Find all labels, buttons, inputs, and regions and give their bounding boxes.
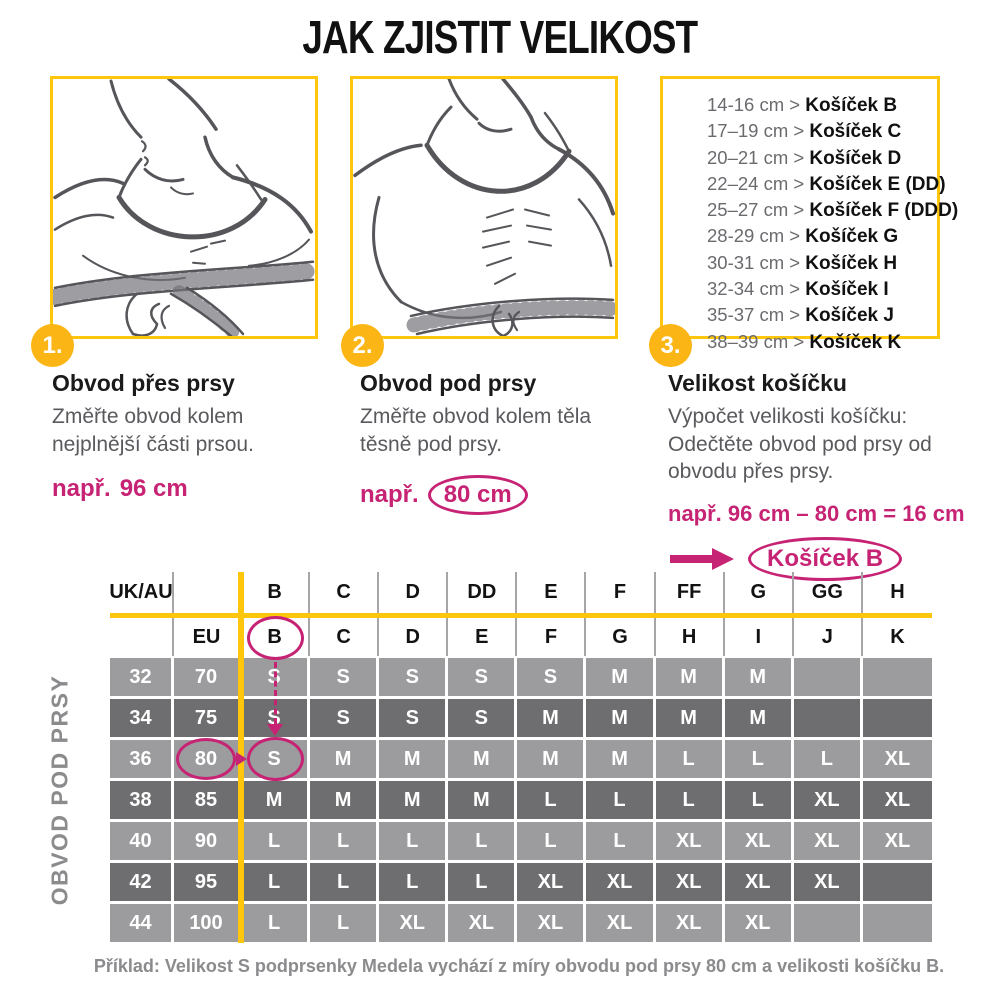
header-empty-cell bbox=[110, 618, 174, 656]
header-uk-cup: D bbox=[379, 572, 448, 613]
row-eu-band: 70 bbox=[174, 658, 241, 699]
size-cell: L bbox=[379, 863, 448, 904]
illustration-box-under-bust bbox=[350, 76, 618, 339]
size-cell: M bbox=[241, 781, 310, 822]
step-1-text bbox=[52, 370, 337, 503]
size-cell: XL bbox=[794, 781, 863, 822]
size-cell: S bbox=[448, 699, 517, 740]
size-cell: L bbox=[794, 740, 863, 781]
size-cell: XL bbox=[517, 863, 586, 904]
header-eu-cup: E bbox=[448, 618, 517, 656]
cup-list-item bbox=[707, 118, 937, 144]
measure-under-bust-illustration bbox=[353, 79, 615, 336]
cup-name: Košíček I bbox=[805, 279, 889, 301]
header-eu-cup: H bbox=[656, 618, 725, 656]
highlight-ellipse: 80 cm bbox=[428, 475, 528, 515]
size-cell: M bbox=[656, 658, 725, 699]
step-1-example bbox=[52, 475, 337, 503]
arrow-right-icon bbox=[668, 547, 734, 571]
size-cell: M bbox=[586, 658, 655, 699]
size-cell: XL bbox=[794, 822, 863, 863]
step-2-badge: 2. bbox=[341, 324, 384, 367]
header-uk-cup: B bbox=[241, 572, 310, 613]
size-cell: S bbox=[310, 658, 379, 699]
size-cell: S bbox=[241, 658, 310, 699]
cup-name: Košíček E (DD) bbox=[809, 173, 946, 195]
highlight-ellipse-size-s bbox=[247, 737, 304, 781]
cup-list-item bbox=[707, 302, 937, 328]
dashed-connector-line bbox=[274, 662, 277, 724]
cup-list-item bbox=[707, 92, 937, 118]
size-cell: S bbox=[379, 658, 448, 699]
header-eu-cup: C bbox=[310, 618, 379, 656]
header-uk-cup: E bbox=[517, 572, 586, 613]
cup-range: 22–24 cm bbox=[707, 172, 789, 194]
size-cell: S bbox=[310, 699, 379, 740]
size-cell: L bbox=[656, 781, 725, 822]
cup-list-item bbox=[707, 250, 937, 276]
row-uk-band: 42 bbox=[110, 863, 174, 904]
page-title bbox=[0, 10, 1000, 64]
cup-list-item bbox=[707, 223, 937, 249]
step-3-heading: Velikost košíčku bbox=[668, 370, 847, 396]
measure-over-bust-illustration bbox=[53, 79, 315, 336]
cup-size-list-box bbox=[660, 76, 959, 353]
size-cell: XL bbox=[448, 904, 517, 945]
greater-than-icon: > bbox=[788, 146, 810, 168]
row-uk-band: 44 bbox=[110, 904, 174, 945]
row-uk-band: 38 bbox=[110, 781, 174, 822]
cup-range: 38–39 cm bbox=[707, 330, 789, 352]
header-eu-cup: B bbox=[241, 618, 310, 656]
row-eu-band: 75 bbox=[174, 699, 241, 740]
cup-range: 30-31 cm bbox=[707, 251, 785, 273]
header-empty-cell bbox=[174, 572, 241, 613]
cup-name: Košíček B bbox=[805, 95, 898, 116]
cup-name: Košíček H bbox=[805, 252, 898, 274]
cup-range: 25–27 cm bbox=[707, 199, 789, 221]
size-cell: L bbox=[241, 904, 310, 945]
greater-than-icon: > bbox=[788, 199, 810, 221]
page-title-text: JAK ZJISTIT VELIKOST bbox=[302, 11, 698, 63]
highlight-ellipse-80 bbox=[176, 738, 236, 780]
size-cell: S bbox=[241, 740, 310, 781]
cup-range: 17–19 cm bbox=[707, 120, 789, 142]
greater-than-icon: > bbox=[784, 278, 806, 300]
size-cell: M bbox=[310, 740, 379, 781]
size-cell bbox=[863, 658, 932, 699]
cup-name: Košíček C bbox=[809, 121, 902, 143]
size-cell: XL bbox=[379, 904, 448, 945]
cup-range: 32-34 cm bbox=[707, 278, 785, 300]
size-cell: L bbox=[310, 822, 379, 863]
header-uk-cup: DD bbox=[448, 572, 517, 613]
cup-name: Košíček J bbox=[805, 305, 894, 327]
size-cell bbox=[794, 658, 863, 699]
cup-name: Košíček F (DDD) bbox=[809, 200, 959, 222]
size-cell: XL bbox=[863, 740, 932, 781]
greater-than-icon: > bbox=[788, 172, 810, 194]
size-cell: L bbox=[310, 863, 379, 904]
size-cell: XL bbox=[725, 822, 794, 863]
size-cell: XL bbox=[794, 863, 863, 904]
header-uk-cup: C bbox=[310, 572, 379, 613]
step-3-text bbox=[668, 370, 983, 581]
size-cell: M bbox=[448, 781, 517, 822]
step-2-text bbox=[360, 370, 650, 515]
cup-range: 28-29 cm bbox=[707, 225, 785, 247]
size-cell: L bbox=[241, 863, 310, 904]
size-cell: M bbox=[656, 699, 725, 740]
header-eu-cup: F bbox=[517, 618, 586, 656]
row-uk-band: 40 bbox=[110, 822, 174, 863]
cup-range: 35-37 cm bbox=[707, 304, 785, 326]
size-cell: S bbox=[379, 699, 448, 740]
size-cell: L bbox=[379, 822, 448, 863]
example-prefix: např. bbox=[52, 475, 111, 503]
size-cell: XL bbox=[656, 904, 725, 945]
table-body bbox=[110, 658, 932, 945]
side-label-under-bust: OBVOD POD PRSY bbox=[46, 674, 73, 906]
header-uk-cup: G bbox=[725, 572, 794, 613]
greater-than-icon: > bbox=[784, 225, 806, 247]
row-eu-band: 85 bbox=[174, 781, 241, 822]
size-cell: XL bbox=[863, 781, 932, 822]
size-cell: XL bbox=[863, 822, 932, 863]
row-eu-band: 90 bbox=[174, 822, 241, 863]
cup-size-list bbox=[663, 79, 959, 355]
step-3-body: Výpočet velikosti košíčku: Odečtěte obvod pod prsy od obvodu přes prsy. bbox=[668, 405, 932, 484]
example-prefix: např. bbox=[360, 481, 419, 509]
row-eu-band: 80 bbox=[174, 740, 241, 781]
size-cell: M bbox=[379, 740, 448, 781]
result-highlight-ellipse: Košíček B bbox=[748, 537, 902, 581]
size-cell: L bbox=[586, 781, 655, 822]
cup-name: Košíček G bbox=[805, 226, 899, 248]
header-uk-cup: GG bbox=[794, 572, 863, 613]
row-uk-band: 36 bbox=[110, 740, 174, 781]
step-1-heading: Obvod přes prsy bbox=[52, 370, 235, 396]
greater-than-icon: > bbox=[784, 304, 806, 326]
size-cell: XL bbox=[725, 904, 794, 945]
size-cell: XL bbox=[656, 863, 725, 904]
cup-name: Košíček K bbox=[809, 331, 902, 353]
step-1-body: Změřte obvod kolem nejplnější části prsou. bbox=[52, 405, 254, 456]
size-cell: L bbox=[310, 904, 379, 945]
size-cell: M bbox=[379, 781, 448, 822]
size-cell: L bbox=[586, 822, 655, 863]
step-3-formula: např. 96 cm – 80 cm = 16 cm bbox=[668, 501, 965, 527]
size-cell: M bbox=[310, 781, 379, 822]
header-eu-label: EU bbox=[174, 618, 241, 656]
cup-list-item bbox=[707, 329, 937, 355]
size-cell bbox=[794, 699, 863, 740]
cup-list-item bbox=[707, 197, 959, 223]
header-uk-cup: H bbox=[890, 581, 905, 603]
step-3-badge: 3. bbox=[649, 324, 692, 367]
size-cell: M bbox=[448, 740, 517, 781]
size-cell: XL bbox=[586, 904, 655, 945]
size-cell: S bbox=[517, 658, 586, 699]
size-cell: S bbox=[448, 658, 517, 699]
size-cell: M bbox=[517, 740, 586, 781]
illustration-box-over-bust bbox=[50, 76, 318, 339]
size-cell: M bbox=[725, 658, 794, 699]
size-cell: XL bbox=[656, 822, 725, 863]
size-cell: L bbox=[725, 781, 794, 822]
greater-than-icon: > bbox=[788, 330, 810, 352]
cup-list-item bbox=[707, 171, 946, 197]
row-uk-band: 34 bbox=[110, 699, 174, 740]
greater-than-icon: > bbox=[784, 251, 806, 273]
size-cell bbox=[863, 904, 932, 945]
size-cell: XL bbox=[586, 863, 655, 904]
size-cell: XL bbox=[517, 904, 586, 945]
step-2-body: Změřte obvod kolem těla těsně pod prsy. bbox=[360, 405, 592, 456]
greater-than-icon: > bbox=[788, 120, 810, 142]
size-cell: L bbox=[517, 822, 586, 863]
size-cell: L bbox=[448, 863, 517, 904]
row-eu-band: 100 bbox=[174, 904, 241, 945]
size-cell: M bbox=[517, 699, 586, 740]
example-value: 96 cm bbox=[119, 475, 188, 503]
size-cell bbox=[863, 863, 932, 904]
row-eu-band: 95 bbox=[174, 863, 241, 904]
table-header-uk bbox=[110, 572, 932, 613]
cup-range: 14-16 cm bbox=[707, 94, 785, 115]
size-cell: XL bbox=[725, 863, 794, 904]
header-uk-cup: FF bbox=[656, 572, 725, 613]
size-cell: L bbox=[725, 740, 794, 781]
cup-name: Košíček D bbox=[809, 147, 902, 169]
size-cell: L bbox=[656, 740, 725, 781]
step-2-example bbox=[360, 475, 650, 515]
cup-list-item bbox=[707, 276, 937, 302]
size-cell: M bbox=[725, 699, 794, 740]
size-cell: L bbox=[241, 822, 310, 863]
header-eu-cup: J bbox=[794, 618, 863, 656]
step-1-badge: 1. bbox=[31, 324, 74, 367]
cup-range: 20–21 cm bbox=[707, 146, 789, 168]
size-cell: L bbox=[448, 822, 517, 863]
size-cell: M bbox=[586, 699, 655, 740]
size-table bbox=[110, 572, 932, 945]
arrow-right-icon bbox=[236, 752, 247, 766]
header-uk-cup: F bbox=[586, 572, 655, 613]
header-eu-cup: D bbox=[379, 618, 448, 656]
cup-list-item bbox=[707, 145, 937, 171]
arrow-down-icon bbox=[267, 724, 283, 736]
header-eu-cup: K bbox=[890, 625, 905, 648]
header-uk-au-label: UK/AU bbox=[110, 572, 174, 613]
greater-than-icon: > bbox=[784, 94, 806, 115]
size-cell bbox=[794, 904, 863, 945]
highlight-ellipse-cup-b bbox=[247, 616, 304, 660]
header-eu-cup: I bbox=[725, 618, 794, 656]
size-cell: S bbox=[241, 699, 310, 740]
size-cell: L bbox=[517, 781, 586, 822]
size-cell bbox=[863, 699, 932, 740]
header-eu-cup: G bbox=[586, 618, 655, 656]
step-2-heading: Obvod pod prsy bbox=[360, 370, 537, 396]
table-header-eu bbox=[110, 618, 932, 656]
size-cell: M bbox=[586, 740, 655, 781]
example-caption: Příklad: Velikost S podprsenky Medela vychází z míry obvodu pod prsy 80 cm a velikosti košíčku B. bbox=[93, 956, 945, 976]
row-uk-band: 32 bbox=[110, 658, 174, 699]
